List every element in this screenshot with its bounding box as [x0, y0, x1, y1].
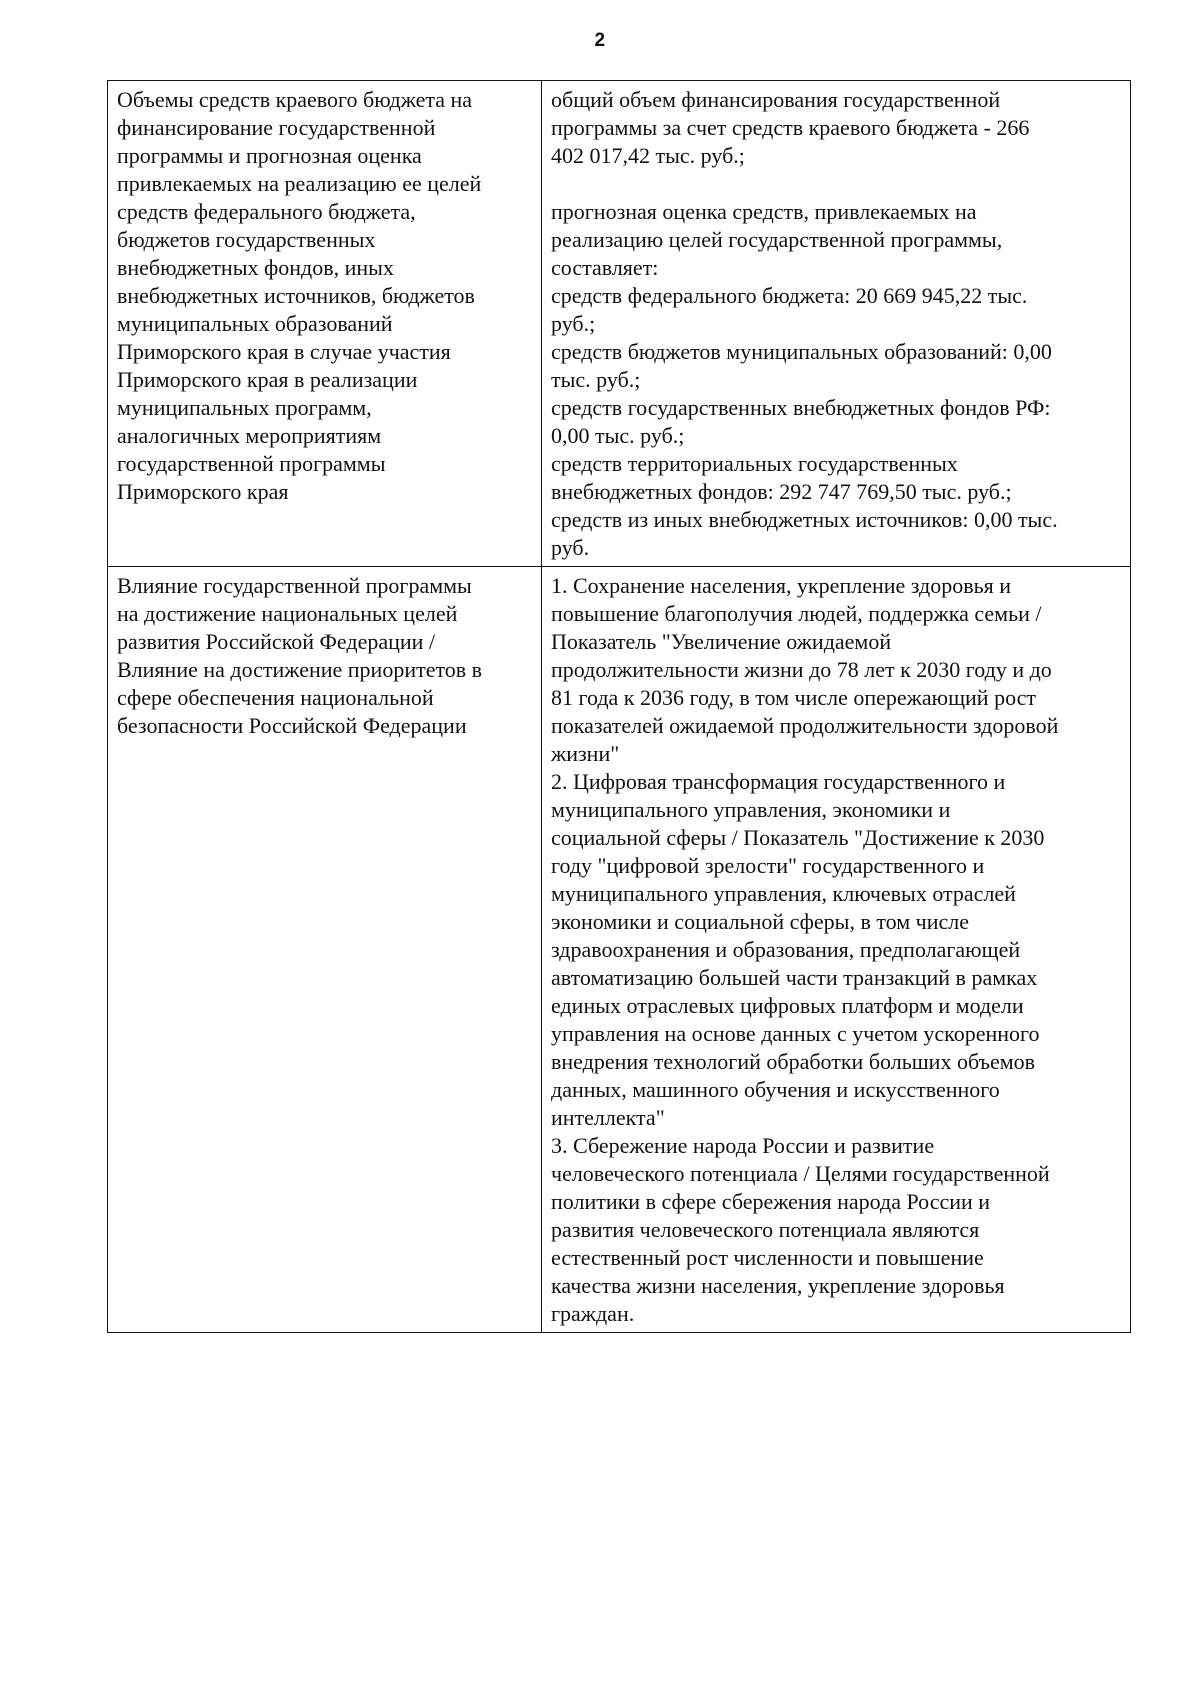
- page-number: 2: [594, 30, 606, 51]
- row-value-national-goals: 1. Сохранение населения, укрепление здоровья и повышение благополучия людей, поддержка семьи / Показатель "Увеличение ожидаемой продолжительности жизни до 78 лет к 2030 году и до 81 года к 2036 году, в том числе опережающий рост показателей ожидаемой продолжительности здоровой жизни" 2. Цифровая трансформация государственного и муниципального управления, экономики и социальной сферы / Показатель "Достижение к 2030 году "цифровой зрелости" государственного и муниципального управления, ключевых отраслей экономики и социальной сферы, в том числе здравоохранения и образования, предполагающей автоматизацию большей части транзакций в рамках единых отраслевых цифровых платформ и модели управления на основе данных с учетом ускоренного внедрения технологий обработки больших объемов данных, машинного обучения и искусственного интеллекта" 3. Сбережение народа России и развитие человеческого потенциала / Целями государственной политики в сфере сбережения народа России и развития человеческого потенциала являются естественный рост численности и повышение качества жизни населения, укрепление здоровья граждан.: [542, 567, 1131, 1333]
- passport-table: [107, 80, 1131, 1333]
- table-row-national-goals: [108, 567, 1131, 1333]
- row-label-national-goals: Влияние государственной программы на достижение национальных целей развития Российской Федерации / Влияние на достижение приоритетов в сфере обеспечения национальной безопасности Российской Федерации: [108, 567, 542, 1333]
- row-label-funding: Объемы средств краевого бюджета на финансирование государственной программы и прогнозная оценка привлекаемых на реализацию ее целей средств федерального бюджета, бюджетов государственных внебюджетных фондов, иных внебюджетных источников, бюджетов муниципальных образований Приморского края в случае участия Приморского края в реализации муниципальных программ, аналогичных мероприятиям государственной программы Приморского края: [108, 81, 542, 567]
- table-row-funding: [108, 81, 1131, 567]
- row-value-funding: общий объем финансирования государственной программы за счет средств краевого бюджета - 266 402 017,42 тыс. руб.; прогнозная оценка средств, привлекаемых на реализацию целей государственной программы, составляет: средств федерального бюджета: 20 669 945,22 тыс. руб.; средств бюджетов муниципальных образований: 0,00 тыс. руб.; средств государственных внебюджетных фондов РФ: 0,00 тыс. руб.; средств территориальных государственных внебюджетных фондов: 292 747 769,50 тыс. руб.; средств из иных внебюджетных источников: 0,00 тыс. руб.: [542, 81, 1131, 567]
